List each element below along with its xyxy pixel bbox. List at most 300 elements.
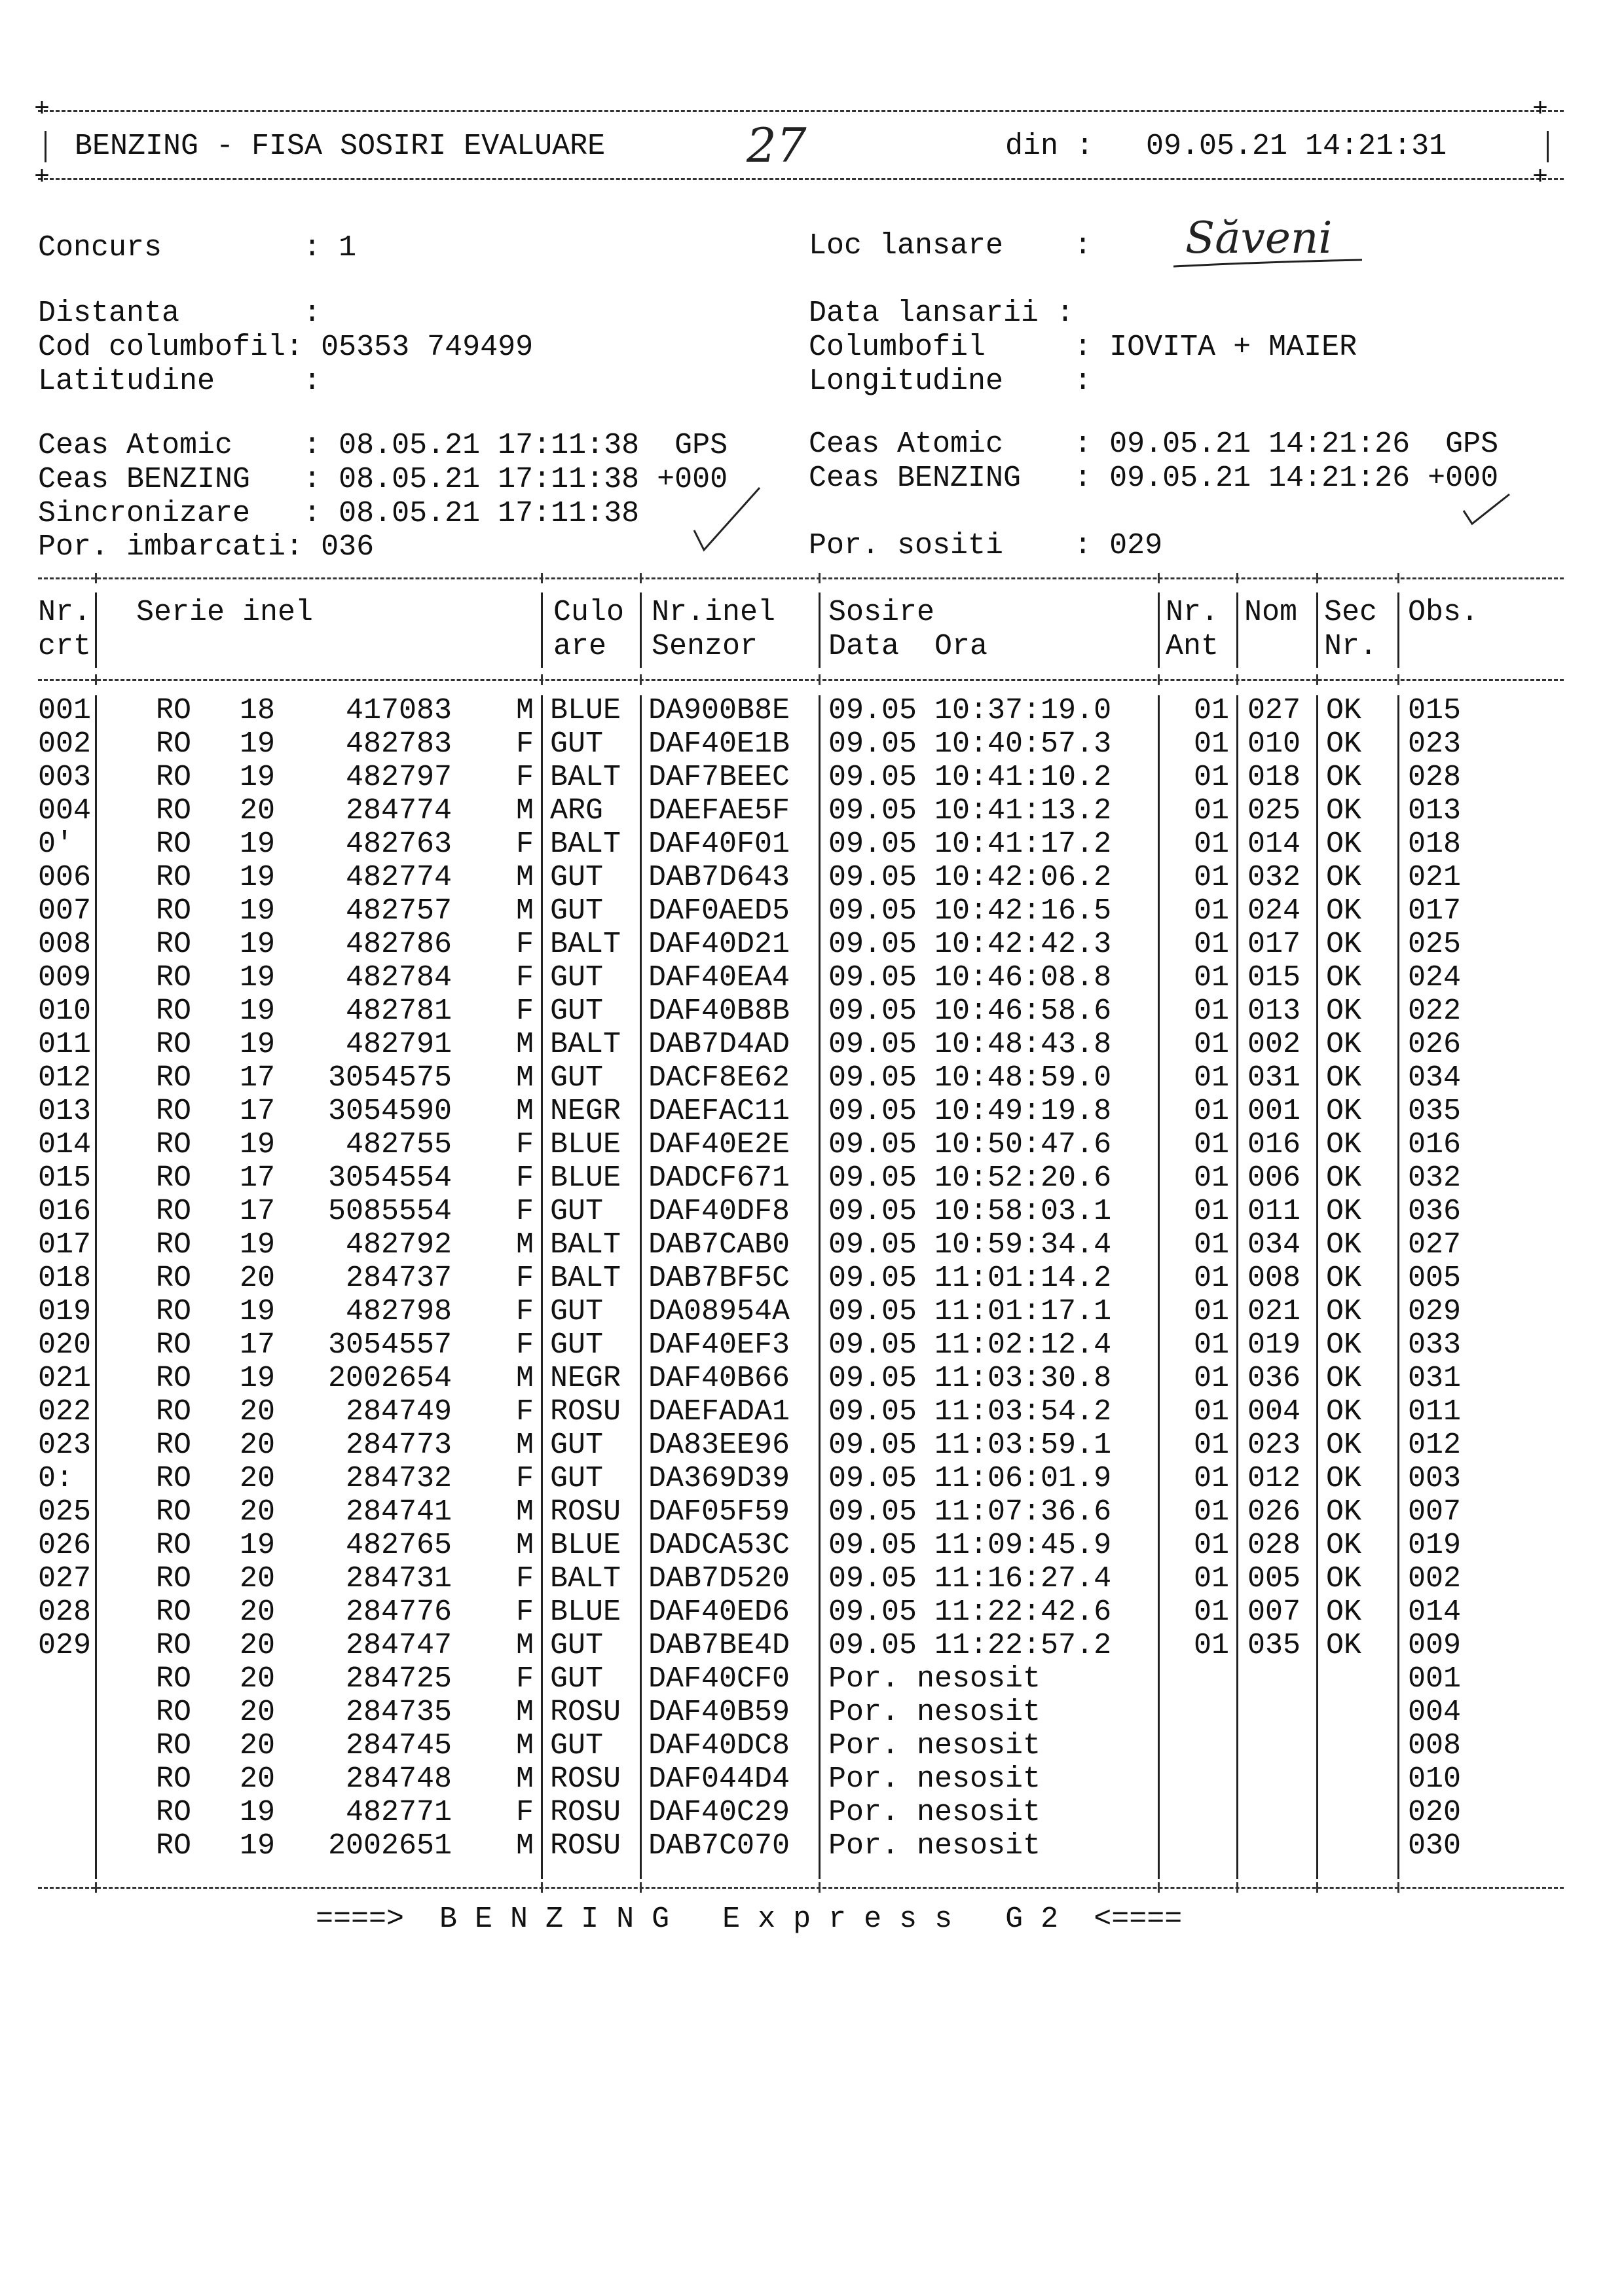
cell-culoare: NEGR: [550, 1362, 621, 1395]
cell-culoare: GUT: [550, 1629, 604, 1662]
cell-obs: 028: [1408, 761, 1462, 794]
cell-obs: 010: [1408, 1762, 1462, 1796]
cell-sec: OK: [1326, 1362, 1362, 1395]
table-header-rule: [38, 679, 1564, 681]
cell-nom: 002: [1247, 1028, 1301, 1061]
header-box-corner-bl: +: [34, 163, 50, 192]
cell-senzor: DAB7D643: [648, 861, 790, 894]
cell-crt: 008: [38, 928, 92, 961]
cell-obs: 033: [1408, 1328, 1462, 1362]
data-lansarii-line: Data lansarii :: [809, 297, 1075, 330]
cell-tara: RO: [156, 694, 192, 727]
cell-nr: 482792: [345, 1228, 452, 1262]
cell-obs: 005: [1408, 1262, 1462, 1295]
cell-sex: F: [516, 761, 534, 794]
cell-nr: 482797: [345, 761, 452, 794]
cell-senzor: DAF40EF3: [648, 1328, 790, 1362]
cell-culoare: BLUE: [550, 1529, 621, 1562]
handwritten-sheet-number: 27: [747, 118, 807, 173]
cell-sosire: 09.05 10:50:47.6: [828, 1128, 1112, 1161]
cell-an: 19: [240, 1529, 276, 1562]
cell-sex: M: [516, 1762, 534, 1796]
cell-senzor: DAF40B66: [648, 1362, 790, 1395]
cell-ant: 01: [1193, 894, 1229, 928]
cell-senzor: DAF40ED6: [648, 1595, 790, 1629]
cell-ant: 01: [1193, 761, 1229, 794]
cell-nom: 008: [1247, 1262, 1301, 1295]
cell-sosire: 09.05 10:41:10.2: [828, 761, 1112, 794]
cell-culoare: BLUE: [550, 694, 621, 727]
rule-junction: [1397, 674, 1399, 685]
ceas-benzing-end-line: Ceas BENZING : 09.05.21 14:21:26 +000: [809, 462, 1499, 495]
cell-sec: OK: [1326, 1095, 1362, 1128]
rule-junction: [1316, 1882, 1318, 1893]
cell-sosire: 09.05 10:48:59.0: [828, 1061, 1112, 1095]
cell-obs: 024: [1408, 961, 1462, 994]
column-separator: [819, 592, 821, 668]
cell-crt: 010: [38, 994, 92, 1028]
column-separator: [1236, 592, 1238, 668]
cell-crt: 027: [38, 1562, 92, 1595]
cell-senzor: DAF40DC8: [648, 1729, 790, 1762]
cell-tara: RO: [156, 1228, 192, 1262]
cell-nom: 007: [1247, 1595, 1301, 1629]
col-header-crt: crt: [38, 630, 92, 663]
cell-sex: M: [516, 1495, 534, 1529]
cell-sec: OK: [1326, 1595, 1362, 1629]
cell-senzor: DAF05F59: [648, 1495, 790, 1529]
cell-sosire: Por. nesosit: [828, 1762, 1041, 1796]
cell-crt: 021: [38, 1362, 92, 1395]
cell-obs: 030: [1408, 1829, 1462, 1863]
cell-nr: 284747: [345, 1629, 452, 1662]
ceas-benzing-start-line: Ceas BENZING : 08.05.21 17:11:38 +000: [38, 463, 728, 496]
cell-tara: RO: [156, 1095, 192, 1128]
cell-nr: 284776: [345, 1595, 452, 1629]
cell-sex: F: [516, 928, 534, 961]
cell-sex: M: [516, 1729, 534, 1762]
cell-senzor: DADCA53C: [648, 1529, 790, 1562]
rule-junction: [95, 674, 97, 685]
cell-obs: 022: [1408, 994, 1462, 1028]
cell-senzor: DA900B8E: [648, 694, 790, 727]
cell-an: 20: [240, 1395, 276, 1429]
cell-culoare: GUT: [550, 1195, 604, 1228]
cell-senzor: DACF8E62: [648, 1061, 790, 1095]
din-label: din :: [1005, 130, 1094, 163]
cell-sex: M: [516, 794, 534, 828]
cell-culoare: BLUE: [550, 1595, 621, 1629]
cell-culoare: ROSU: [550, 1395, 621, 1429]
cell-senzor: DAF40D21: [648, 928, 790, 961]
cell-sec: OK: [1326, 861, 1362, 894]
cell-senzor: DAF40B8B: [648, 994, 790, 1028]
cell-sosire: 09.05 11:02:12.4: [828, 1328, 1112, 1362]
cell-nom: 026: [1247, 1495, 1301, 1529]
cell-tara: RO: [156, 961, 192, 994]
cell-ant: 01: [1193, 1095, 1229, 1128]
cell-obs: 014: [1408, 1595, 1462, 1629]
col-header-senzor: Senzor: [652, 630, 758, 663]
cell-sec: OK: [1326, 1061, 1362, 1095]
cell-sec: OK: [1326, 1161, 1362, 1195]
rule-junction: [1397, 573, 1399, 583]
cell-senzor: DAEFAC11: [648, 1095, 790, 1128]
cell-an: 20: [240, 1662, 276, 1696]
cell-sex: M: [516, 1061, 534, 1095]
cell-sosire: Por. nesosit: [828, 1829, 1041, 1863]
cell-sosire: 09.05 10:48:43.8: [828, 1028, 1112, 1061]
cell-tara: RO: [156, 1128, 192, 1161]
cell-sex: F: [516, 1128, 534, 1161]
cell-ant: 01: [1193, 1262, 1229, 1295]
cell-sex: F: [516, 1328, 534, 1362]
column-separator: [640, 592, 642, 668]
header-box-left-edge: [45, 131, 46, 162]
cell-tara: RO: [156, 1362, 192, 1395]
cell-nr: 482774: [345, 861, 452, 894]
cell-senzor: DAF40DF8: [648, 1195, 790, 1228]
loc-lansare-handwritten: Săveni: [1185, 213, 1333, 263]
cell-crt: 029: [38, 1629, 92, 1662]
cell-obs: 003: [1408, 1462, 1462, 1495]
col-header-nr: Nr.: [38, 596, 92, 629]
cell-senzor: DAEFADA1: [648, 1395, 790, 1429]
cell-sosire: 09.05 10:40:57.3: [828, 727, 1112, 761]
cell-sosire: 09.05 10:52:20.6: [828, 1161, 1112, 1195]
cell-crt: 018: [38, 1262, 92, 1295]
rule-junction: [1158, 674, 1160, 685]
cell-ant: 01: [1193, 1495, 1229, 1529]
cell-sex: F: [516, 1262, 534, 1295]
cell-tara: RO: [156, 1295, 192, 1328]
cell-obs: 025: [1408, 928, 1462, 961]
rule-junction: [1236, 1882, 1238, 1893]
cell-nom: 014: [1247, 828, 1301, 861]
cell-ant: 01: [1193, 1195, 1229, 1228]
cell-nom: 031: [1247, 1061, 1301, 1095]
cell-tara: RO: [156, 1662, 192, 1696]
cell-nom: 028: [1247, 1529, 1301, 1562]
rule-junction: [819, 1882, 821, 1893]
cell-ant: 01: [1193, 1562, 1229, 1595]
col-header-sosire: Sosire: [828, 596, 935, 629]
rule-junction: [640, 674, 642, 685]
cell-obs: 012: [1408, 1429, 1462, 1462]
cell-tara: RO: [156, 1061, 192, 1095]
cell-crt: 026: [38, 1529, 92, 1562]
cell-sosire: 09.05 11:22:42.6: [828, 1595, 1112, 1629]
cell-tara: RO: [156, 1195, 192, 1228]
col-header-sec-nr-2: Nr.: [1324, 630, 1378, 663]
cell-an: 20: [240, 1629, 276, 1662]
rule-junction: [1236, 674, 1238, 685]
cell-culoare: ROSU: [550, 1762, 621, 1796]
cell-senzor: DAB7CAB0: [648, 1228, 790, 1262]
cell-crt: 019: [38, 1295, 92, 1328]
cell-crt: 004: [38, 794, 92, 828]
cell-tara: RO: [156, 928, 192, 961]
cell-an: 19: [240, 828, 276, 861]
table-top-rule: [38, 577, 1564, 579]
cell-nom: 024: [1247, 894, 1301, 928]
cell-culoare: BALT: [550, 761, 621, 794]
cell-nr: 284745: [345, 1729, 452, 1762]
cell-sosire: Por. nesosit: [828, 1729, 1041, 1762]
loc-lansare-label: Loc lansare :: [809, 229, 1092, 263]
cell-ant: 01: [1193, 1328, 1229, 1362]
header-box-top-border: [38, 110, 1564, 112]
cell-an: 20: [240, 1429, 276, 1462]
cell-obs: 017: [1408, 894, 1462, 928]
rule-junction: [1158, 573, 1160, 583]
cell-nr: 284741: [345, 1495, 452, 1529]
cell-senzor: DAF044D4: [648, 1762, 790, 1796]
cell-sex: M: [516, 1529, 534, 1562]
rule-junction: [819, 573, 821, 583]
cell-culoare: GUT: [550, 727, 604, 761]
cell-nom: 035: [1247, 1629, 1301, 1662]
cell-an: 17: [240, 1195, 276, 1228]
cell-sec: OK: [1326, 961, 1362, 994]
table-bottom-rule: [38, 1887, 1564, 1889]
cell-nom: 032: [1247, 861, 1301, 894]
cell-an: 19: [240, 961, 276, 994]
cell-obs: 002: [1408, 1562, 1462, 1595]
cell-an: 19: [240, 928, 276, 961]
cell-an: 19: [240, 1362, 276, 1395]
col-header-sec-nr-1: Sec: [1324, 596, 1378, 629]
cell-sex: F: [516, 727, 534, 761]
por-sositi-line: Por. sositi : 029: [809, 529, 1163, 562]
cell-nom: 036: [1247, 1362, 1301, 1395]
column-separator: [541, 592, 543, 668]
cell-sex: F: [516, 828, 534, 861]
cell-obs: 001: [1408, 1662, 1462, 1696]
cell-sex: M: [516, 861, 534, 894]
cell-culoare: GUT: [550, 1328, 604, 1362]
cell-nr: 5085554: [327, 1195, 452, 1228]
longitudine-line: Longitudine :: [809, 365, 1092, 398]
cell-obs: 004: [1408, 1696, 1462, 1729]
cell-sosire: 09.05 10:42:42.3: [828, 928, 1112, 961]
col-header-obs: Obs.: [1408, 596, 1479, 629]
cell-sec: OK: [1326, 894, 1362, 928]
cell-ant: 01: [1193, 1028, 1229, 1061]
cell-sex: F: [516, 1796, 534, 1829]
rule-junction: [1397, 1882, 1399, 1893]
cell-sex: F: [516, 1295, 534, 1328]
cell-ant: 01: [1193, 1362, 1229, 1395]
cell-nr: 284748: [345, 1762, 452, 1796]
cell-sosire: 09.05 10:37:19.0: [828, 694, 1112, 727]
cell-culoare: GUT: [550, 1662, 604, 1696]
cell-sosire: 09.05 10:46:58.6: [828, 994, 1112, 1028]
cell-crt: 022: [38, 1395, 92, 1429]
rule-junction: [1158, 1882, 1160, 1893]
cell-crt: 003: [38, 761, 92, 794]
cell-ant: 01: [1193, 861, 1229, 894]
cell-nom: 011: [1247, 1195, 1301, 1228]
cell-obs: 021: [1408, 861, 1462, 894]
cell-nom: 018: [1247, 761, 1301, 794]
cell-crt: 023: [38, 1429, 92, 1462]
cell-sex: F: [516, 1595, 534, 1629]
cell-sex: F: [516, 1161, 534, 1195]
cell-obs: 032: [1408, 1161, 1462, 1195]
cell-sex: M: [516, 1362, 534, 1395]
cell-an: 20: [240, 794, 276, 828]
cell-senzor: DAF0AED5: [648, 894, 790, 928]
cell-senzor: DADCF671: [648, 1161, 790, 1195]
cell-senzor: DA369D39: [648, 1462, 790, 1495]
cell-crt: 006: [38, 861, 92, 894]
cell-tara: RO: [156, 794, 192, 828]
cell-tara: RO: [156, 894, 192, 928]
cell-senzor: DAB7D4AD: [648, 1028, 790, 1061]
cell-nom: 021: [1247, 1295, 1301, 1328]
cell-nr: 284773: [345, 1429, 452, 1462]
concurs-line: Concurs : 1: [38, 231, 357, 264]
report-title: BENZING - FISA SOSIRI EVALUARE: [75, 130, 606, 163]
cell-crt: 002: [38, 727, 92, 761]
cell-sex: F: [516, 1462, 534, 1495]
cell-sec: OK: [1326, 1262, 1362, 1295]
cell-culoare: BALT: [550, 928, 621, 961]
cell-sosire: 09.05 11:07:36.6: [828, 1495, 1112, 1529]
cell-obs: 008: [1408, 1729, 1462, 1762]
column-separator: [95, 695, 97, 1879]
cell-obs: 019: [1408, 1529, 1462, 1562]
rule-junction: [819, 674, 821, 685]
cell-an: 17: [240, 1161, 276, 1195]
col-header-culoare-1: Culo: [553, 596, 625, 629]
col-header-nr-inel: Nr.inel: [652, 596, 776, 629]
cell-culoare: BALT: [550, 1562, 621, 1595]
cell-an: 17: [240, 1061, 276, 1095]
column-separator: [95, 592, 97, 668]
cell-ant: 01: [1193, 961, 1229, 994]
cell-sex: M: [516, 1696, 534, 1729]
cell-ant: 01: [1193, 1462, 1229, 1495]
cell-obs: 023: [1408, 727, 1462, 761]
cell-sec: OK: [1326, 694, 1362, 727]
cell-sex: M: [516, 1829, 534, 1863]
col-header-data-ora: Data Ora: [828, 630, 988, 663]
cell-nr: 482757: [345, 894, 452, 928]
cell-nr: 284774: [345, 794, 452, 828]
cell-tara: RO: [156, 861, 192, 894]
cell-sosire: 09.05 11:03:54.2: [828, 1395, 1112, 1429]
cell-nr: 284749: [345, 1395, 452, 1429]
latitudine-line: Latitudine :: [38, 365, 322, 398]
cell-sex: F: [516, 994, 534, 1028]
rule-junction: [640, 573, 642, 583]
cell-tara: RO: [156, 828, 192, 861]
ceas-atomic-end-line: Ceas Atomic : 09.05.21 14:21:26 GPS: [809, 428, 1499, 461]
cell-crt: 011: [38, 1028, 92, 1061]
por-imbarcati-line: Por. imbarcati: 036: [38, 530, 375, 564]
cell-nom: 005: [1247, 1562, 1301, 1595]
cell-ant: 01: [1193, 1429, 1229, 1462]
cell-nr: 284737: [345, 1262, 452, 1295]
cell-nom: 025: [1247, 794, 1301, 828]
cell-an: 19: [240, 727, 276, 761]
cell-culoare: GUT: [550, 994, 604, 1028]
cell-an: 20: [240, 1595, 276, 1629]
cell-obs: 026: [1408, 1028, 1462, 1061]
cell-obs: 015: [1408, 694, 1462, 727]
cell-sec: OK: [1326, 1462, 1362, 1495]
cell-tara: RO: [156, 994, 192, 1028]
column-separator: [1397, 695, 1399, 1879]
cell-nr: 482755: [345, 1128, 452, 1161]
cell-culoare: ROSU: [550, 1495, 621, 1529]
cell-nr: 284732: [345, 1462, 452, 1495]
cell-nom: 013: [1247, 994, 1301, 1028]
cell-culoare: GUT: [550, 961, 604, 994]
cell-tara: RO: [156, 761, 192, 794]
loc-lansare-underline: [1172, 259, 1369, 278]
distanta-line: Distanta :: [38, 297, 322, 330]
column-separator: [1158, 695, 1160, 1879]
rule-junction: [640, 1882, 642, 1893]
rule-junction: [95, 1882, 97, 1893]
cell-an: 17: [240, 1095, 276, 1128]
column-separator: [1158, 592, 1160, 668]
cell-ant: 01: [1193, 1629, 1229, 1662]
cell-sosire: 09.05 11:03:59.1: [828, 1429, 1112, 1462]
cell-sec: OK: [1326, 828, 1362, 861]
cell-sex: F: [516, 1662, 534, 1696]
cell-an: 20: [240, 1762, 276, 1796]
cell-sex: M: [516, 1429, 534, 1462]
cell-culoare: BALT: [550, 1228, 621, 1262]
cell-sosire: 09.05 10:42:06.2: [828, 861, 1112, 894]
cell-sec: OK: [1326, 1495, 1362, 1529]
cell-nom: 027: [1247, 694, 1301, 727]
cell-crt: 020: [38, 1328, 92, 1362]
rule-junction: [1316, 674, 1318, 685]
col-header-nom: Nom: [1244, 596, 1298, 629]
cell-tara: RO: [156, 1495, 192, 1529]
rule-junction: [541, 1882, 543, 1893]
cell-senzor: DAB7D520: [648, 1562, 790, 1595]
cell-sec: OK: [1326, 1529, 1362, 1562]
cell-sosire: 09.05 10:41:17.2: [828, 828, 1112, 861]
cell-nom: 023: [1247, 1429, 1301, 1462]
cell-culoare: ROSU: [550, 1829, 621, 1863]
cell-nr: 417083: [345, 694, 452, 727]
cell-ant: 01: [1193, 1529, 1229, 1562]
cell-sex: M: [516, 1028, 534, 1061]
cell-crt: 0': [38, 828, 74, 861]
cell-obs: 011: [1408, 1395, 1462, 1429]
cell-ant: 01: [1193, 1395, 1229, 1429]
column-separator: [1316, 592, 1318, 668]
column-separator: [640, 695, 642, 1879]
cell-senzor: DA83EE96: [648, 1429, 790, 1462]
cell-nom: 015: [1247, 961, 1301, 994]
cell-nr: 482798: [345, 1295, 452, 1328]
column-separator: [1236, 695, 1238, 1879]
cell-ant: 01: [1193, 1228, 1229, 1262]
rule-junction: [541, 573, 543, 583]
cell-nr: 3054557: [327, 1328, 452, 1362]
cell-sec: OK: [1326, 1028, 1362, 1061]
cell-culoare: BALT: [550, 1262, 621, 1295]
cell-sex: M: [516, 1095, 534, 1128]
